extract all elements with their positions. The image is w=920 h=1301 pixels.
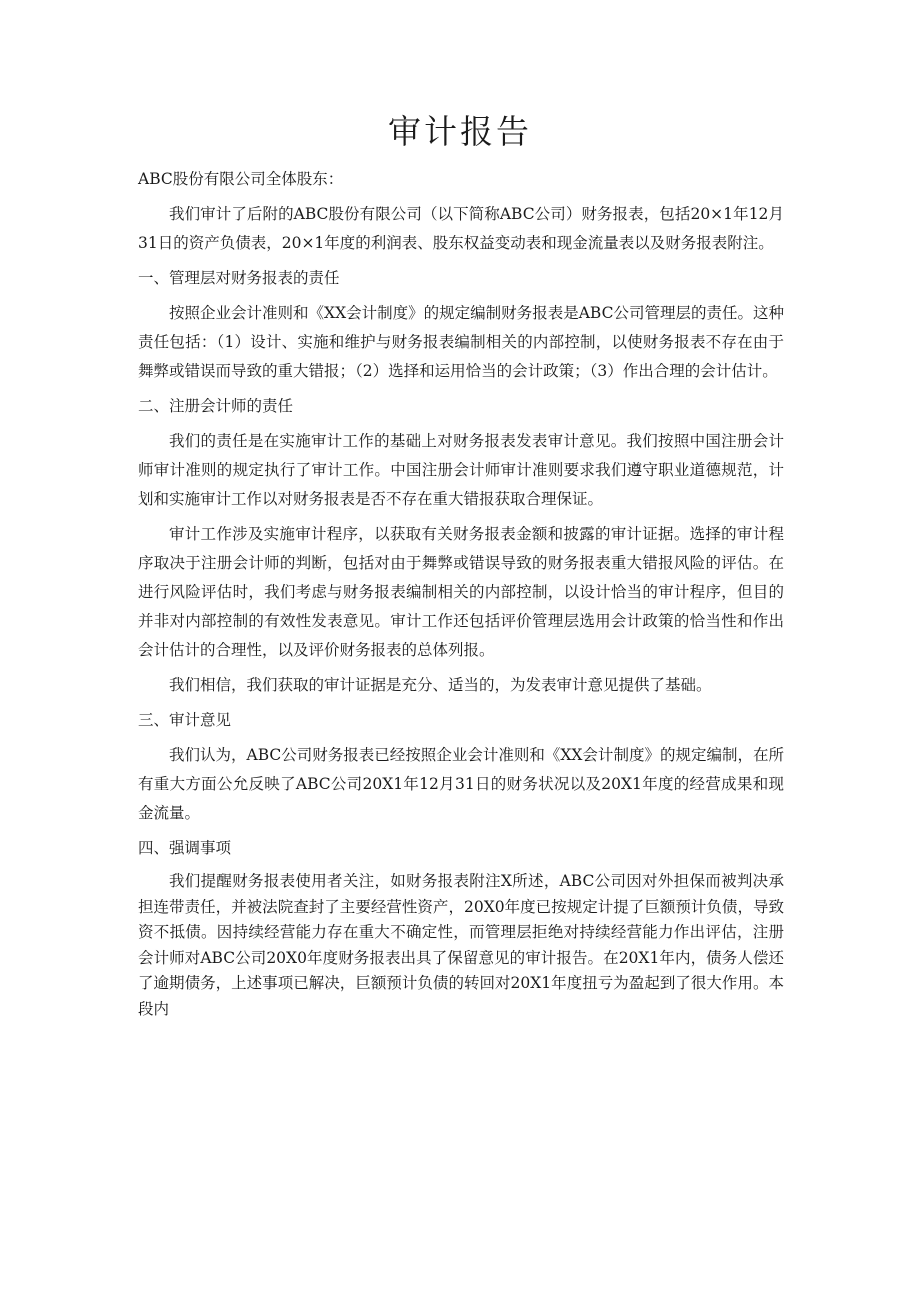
management-responsibility-paragraph: 按照企业会计准则和《XX会计制度》的规定编制财务报表是ABC公司管理层的责任。这种责任包括：（1）设计、实施和维护与财务报表编制相关的内部控制，以使财务报表不存在由于舞弊或错误而导致的重大错报；（2）选择和运用恰当的会计政策；（3）作出合理的会计估计。 (138, 304, 784, 380)
section-heading-management: 一、管理层对财务报表的责任 (138, 269, 340, 287)
section-heading-opinion: 三、审计意见 (138, 711, 232, 729)
auditor-responsibility-paragraph: 我们的责任是在实施审计工作的基础上对财务报表发表审计意见。我们按照中国注册会计师审计准则的规定执行了审计工作。中国注册会计师审计准则要求我们遵守职业道德规范，计划和实施审计工作以对财务报表是否不存在重大错报获取合理保证。 (138, 432, 784, 508)
section-heading-auditor: 二、注册会计师的责任 (138, 397, 294, 415)
audit-procedures-paragraph: 审计工作涉及实施审计程序，以获取有关财务报表金额和披露的审计证据。选择的审计程序取决于注册会计师的判断，包括对由于舞弊或错误导致的财务报表重大错报风险的评估。在进行风险评估时，我们考虑与财务报表编制相关的内部控制，以设计恰当的审计程序，但目的并非对内部控制的有效性发表意见。审计工作还包括评价管理层选用会计政策的恰当性和作出会计估计的合理性，以及评价财务报表的总体列报。 (138, 525, 784, 659)
section-heading-emphasis: 四、强调事项 (138, 839, 232, 857)
report-title: 审计报告 (388, 112, 532, 151)
emphasis-of-matter-paragraph: 我们提醒财务报表使用者关注，如财务报表附注X所述，ABC公司因对外担保而被判决承担连带责任，并被法院查封了主要经营性资产，20X0年度已按规定计提了巨额预计负债，导致资不抵债。因持续经营能力存在重大不确定性，而管理层拒绝对持续经营能力作出评估，注册会计师对ABC公司20X0年度财务报表出具了保留意见的审计报告。在20X1年内，债务人偿还了逾期债务，上述事项已解决，巨额预计负债的转回对20X1年度扭亏为盈起到了很大作用。本段内 (138, 872, 784, 1018)
intro-paragraph: 我们审计了后附的ABC股份有限公司（以下简称ABC公司）财务报表，包括20×1年12月31日的资产负债表，20×1年度的利润表、股东权益变动表和现金流量表以及财务报表附注。 (138, 205, 784, 252)
audit-opinion-paragraph: 我们认为，ABC公司财务报表已经按照企业会计准则和《XX会计制度》的规定编制，在所有重大方面公允反映了ABC公司20X1年12月31日的财务状况以及20X1年度的经营成果和现金流量。 (138, 746, 784, 822)
salutation: ABC股份有限公司全体股东： (138, 170, 344, 188)
audit-evidence-paragraph: 我们相信，我们获取的审计证据是充分、适当的，为发表审计意见提供了基础。 (169, 676, 712, 694)
report-body (138, 165, 784, 1028)
